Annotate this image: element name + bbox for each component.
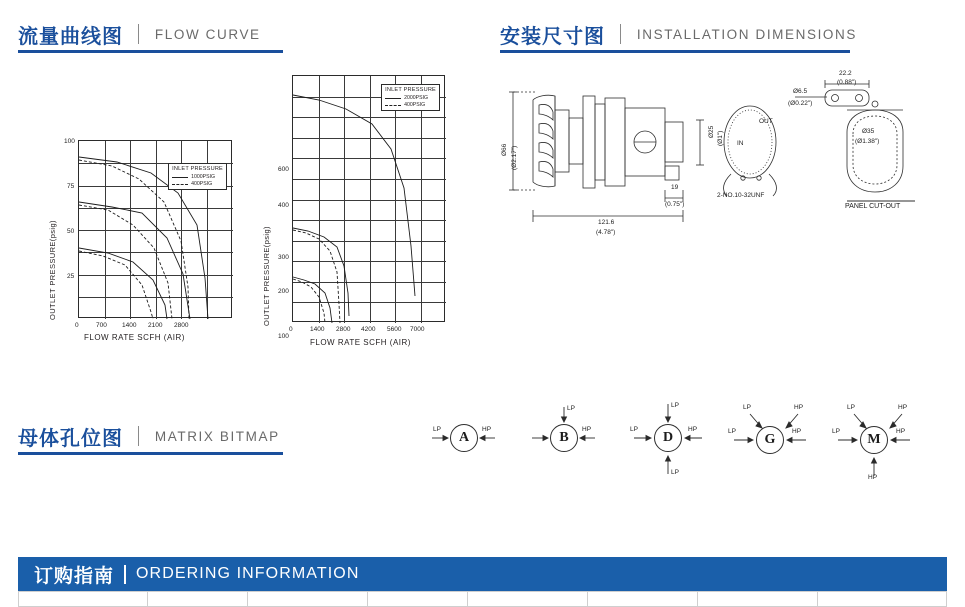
matrix-diagram-M bbox=[828, 402, 924, 486]
chart1-ytick-50: 50 bbox=[67, 228, 75, 235]
section-title-en-flow-curve: FLOW CURVE bbox=[154, 27, 261, 42]
dim-label-dia35-inch: (Ø1.38") bbox=[855, 138, 880, 145]
matrix-port-label-lp-upleft: LP bbox=[743, 404, 751, 411]
matrix-port-label-hp-right: HP bbox=[896, 428, 906, 435]
matrix-port-label-lp-left: LP bbox=[630, 426, 638, 433]
matrix-diagram-G bbox=[724, 402, 820, 474]
chart1-xtick-0: 0 bbox=[75, 322, 79, 329]
section-rule-flow-curve bbox=[18, 50, 283, 53]
ordering-table bbox=[18, 591, 947, 607]
chart1-ytick-100: 100 bbox=[64, 138, 75, 145]
dim-label-dia-side: Ø25 bbox=[708, 125, 715, 138]
installation-drawing bbox=[495, 70, 945, 250]
legend-key-dashed bbox=[385, 105, 401, 106]
port-label-in: IN bbox=[737, 140, 744, 147]
chart1-y-axis-label: OUTLET PRESSURE(psig) bbox=[48, 220, 57, 320]
matrix-diagram-B bbox=[524, 405, 614, 475]
ordering-table-cell bbox=[588, 591, 698, 607]
matrix-arrows-G bbox=[724, 402, 820, 474]
chart1-legend-title: INLET PRESSURE bbox=[172, 166, 223, 172]
chart2-plot-area bbox=[292, 75, 445, 322]
dim-label-dia6p5-inch: (Ø0.22") bbox=[788, 100, 813, 107]
chart1-legend bbox=[168, 163, 227, 190]
matrix-letter-M: M bbox=[860, 426, 888, 454]
section-title-cn-flow-curve: 流量曲线图 bbox=[18, 26, 123, 48]
port-label-out: OUT bbox=[759, 118, 773, 125]
matrix-port-label-hp-right: HP bbox=[688, 426, 698, 433]
legend-key-solid bbox=[385, 98, 401, 99]
matrix-port-label-hp-upright: HP bbox=[794, 404, 804, 411]
chart2-ytick-200: 200 bbox=[278, 288, 289, 295]
section-heading-flow-curve bbox=[18, 20, 261, 49]
chart1-ytick-75: 75 bbox=[67, 183, 75, 190]
dim-label-dia66: Ø66 bbox=[501, 143, 508, 156]
banner-title-en: ORDERING INFORMATION bbox=[136, 565, 360, 582]
matrix-port-label-hp: HP bbox=[482, 426, 492, 433]
chart2-legend-label-1: 2000PSIG bbox=[404, 95, 429, 101]
ordering-table-cell bbox=[248, 591, 368, 607]
dim-label-dia6p5: Ø6.5 bbox=[793, 88, 808, 95]
dim-label-19: 19 bbox=[671, 184, 679, 191]
chart1-xtick-1400: 1400 bbox=[122, 322, 137, 329]
ordering-table-cell bbox=[18, 591, 148, 607]
section-heading-installation bbox=[500, 20, 857, 49]
chart-flow-curve-low-pressure bbox=[40, 130, 250, 345]
chart1-ytick-25: 25 bbox=[67, 273, 75, 280]
dim-label-dia66-inch: (Ø2.17") bbox=[511, 145, 518, 170]
matrix-port-label-hp-down: HP bbox=[868, 474, 878, 481]
chart1-plot-area bbox=[78, 140, 232, 318]
matrix-arrows-A bbox=[424, 412, 514, 472]
section-title-cn-installation: 安装尺寸图 bbox=[500, 26, 605, 48]
chart2-ytick-400: 400 bbox=[278, 202, 289, 209]
matrix-letter-A: A bbox=[450, 424, 478, 452]
section-heading-matrix bbox=[18, 422, 280, 451]
matrix-letter-D: D bbox=[654, 424, 682, 452]
section-rule-matrix bbox=[18, 452, 283, 455]
chart1-xtick-2800: 2800 bbox=[174, 322, 189, 329]
chart2-legend-title: INLET PRESSURE bbox=[385, 87, 436, 93]
ordering-table-cell bbox=[148, 591, 248, 607]
section-rule-installation bbox=[500, 50, 850, 53]
ordering-table-cell bbox=[468, 591, 588, 607]
banner-divider bbox=[124, 565, 126, 584]
section-title-en-matrix: MATRIX BITMAP bbox=[154, 429, 280, 444]
chart2-curves bbox=[293, 76, 446, 323]
chart1-legend-entry bbox=[172, 174, 223, 180]
ordering-information-banner bbox=[18, 557, 947, 591]
chart2-legend-entry bbox=[385, 95, 436, 101]
dim-label-panel-cutout: PANEL CUT-OUT bbox=[845, 203, 901, 210]
chart1-legend-label-2: 400PSIG bbox=[191, 181, 213, 187]
matrix-port-label-lp: LP bbox=[433, 426, 441, 433]
dimension-drawing-svg bbox=[495, 70, 945, 255]
matrix-arrows-B bbox=[524, 405, 614, 475]
dim-label-121p6: 121.6 bbox=[598, 219, 615, 226]
matrix-diagram-D bbox=[624, 402, 720, 482]
dim-label-dia35: Ø35 bbox=[862, 128, 875, 135]
matrix-port-label-hp: HP bbox=[582, 426, 592, 433]
chart2-ytick-100: 100 bbox=[278, 333, 289, 340]
matrix-port-label-lp-up: LP bbox=[671, 402, 679, 409]
matrix-letter-G: G bbox=[756, 426, 784, 454]
matrix-port-label-lp-down: LP bbox=[671, 469, 679, 476]
chart2-xtick-4200: 4200 bbox=[361, 326, 376, 333]
matrix-port-label-lp-upleft: LP bbox=[847, 404, 855, 411]
dim-label-22p2: 22.2 bbox=[839, 70, 852, 77]
banner-title-cn: 订购指南 bbox=[34, 565, 115, 587]
matrix-port-label-lp-left: LP bbox=[832, 428, 840, 435]
section-title-en-installation: INSTALLATION DIMENSIONS bbox=[636, 27, 857, 42]
matrix-letter-B: B bbox=[550, 424, 578, 452]
heading-divider bbox=[620, 24, 621, 44]
legend-key-dashed bbox=[172, 184, 188, 185]
chart1-legend-entry bbox=[172, 181, 223, 187]
section-title-cn-matrix: 母体孔位图 bbox=[18, 428, 123, 450]
chart2-legend-label-2: 400PSIG bbox=[404, 102, 426, 108]
dim-label-22p2-inch: (0.88") bbox=[837, 79, 857, 86]
matrix-port-label-lp: LP bbox=[567, 405, 575, 412]
dim-label-dia-side-inch: (Ø1") bbox=[717, 130, 724, 146]
legend-key-solid bbox=[172, 177, 188, 178]
dim-label-19-inch: (0.75") bbox=[665, 201, 685, 208]
heading-divider bbox=[138, 426, 139, 446]
chart1-legend-label-1: 1000PSIG bbox=[191, 174, 216, 180]
ordering-table-cell bbox=[818, 591, 947, 607]
chart2-ytick-600: 600 bbox=[278, 166, 289, 173]
chart2-x-axis-label: FLOW RATE SCFH (AIR) bbox=[310, 338, 411, 347]
chart2-legend bbox=[381, 84, 440, 111]
matrix-port-label-lp-left: LP bbox=[728, 428, 736, 435]
ordering-table-cell bbox=[698, 591, 818, 607]
matrix-port-label-hp-upright: HP bbox=[898, 404, 908, 411]
chart2-xtick-1400: 1400 bbox=[310, 326, 325, 333]
chart2-xtick-0: 0 bbox=[289, 326, 293, 333]
dim-label-121p6-inch: (4.78") bbox=[596, 229, 616, 236]
chart2-xtick-7000: 7000 bbox=[410, 326, 425, 333]
matrix-port-label-hp-right: HP bbox=[792, 428, 802, 435]
chart1-xtick-2100: 2100 bbox=[148, 322, 163, 329]
heading-divider bbox=[138, 24, 139, 44]
chart2-legend-entry bbox=[385, 102, 436, 108]
chart1-x-axis-label: FLOW RATE SCFH (AIR) bbox=[84, 333, 185, 342]
matrix-diagram-A bbox=[424, 412, 514, 472]
chart2-xtick-5600: 5600 bbox=[387, 326, 402, 333]
dim-label-thread: 2-NO.10-32UNF bbox=[717, 192, 765, 199]
chart1-xtick-700: 700 bbox=[96, 322, 107, 329]
chart-flow-curve-high-pressure bbox=[258, 68, 473, 353]
chart2-ytick-300: 300 bbox=[278, 254, 289, 261]
chart2-y-axis-label: OUTLET PRESSURE(psig) bbox=[262, 226, 271, 326]
chart2-xtick-2800: 2800 bbox=[336, 326, 351, 333]
ordering-table-cell bbox=[368, 591, 468, 607]
